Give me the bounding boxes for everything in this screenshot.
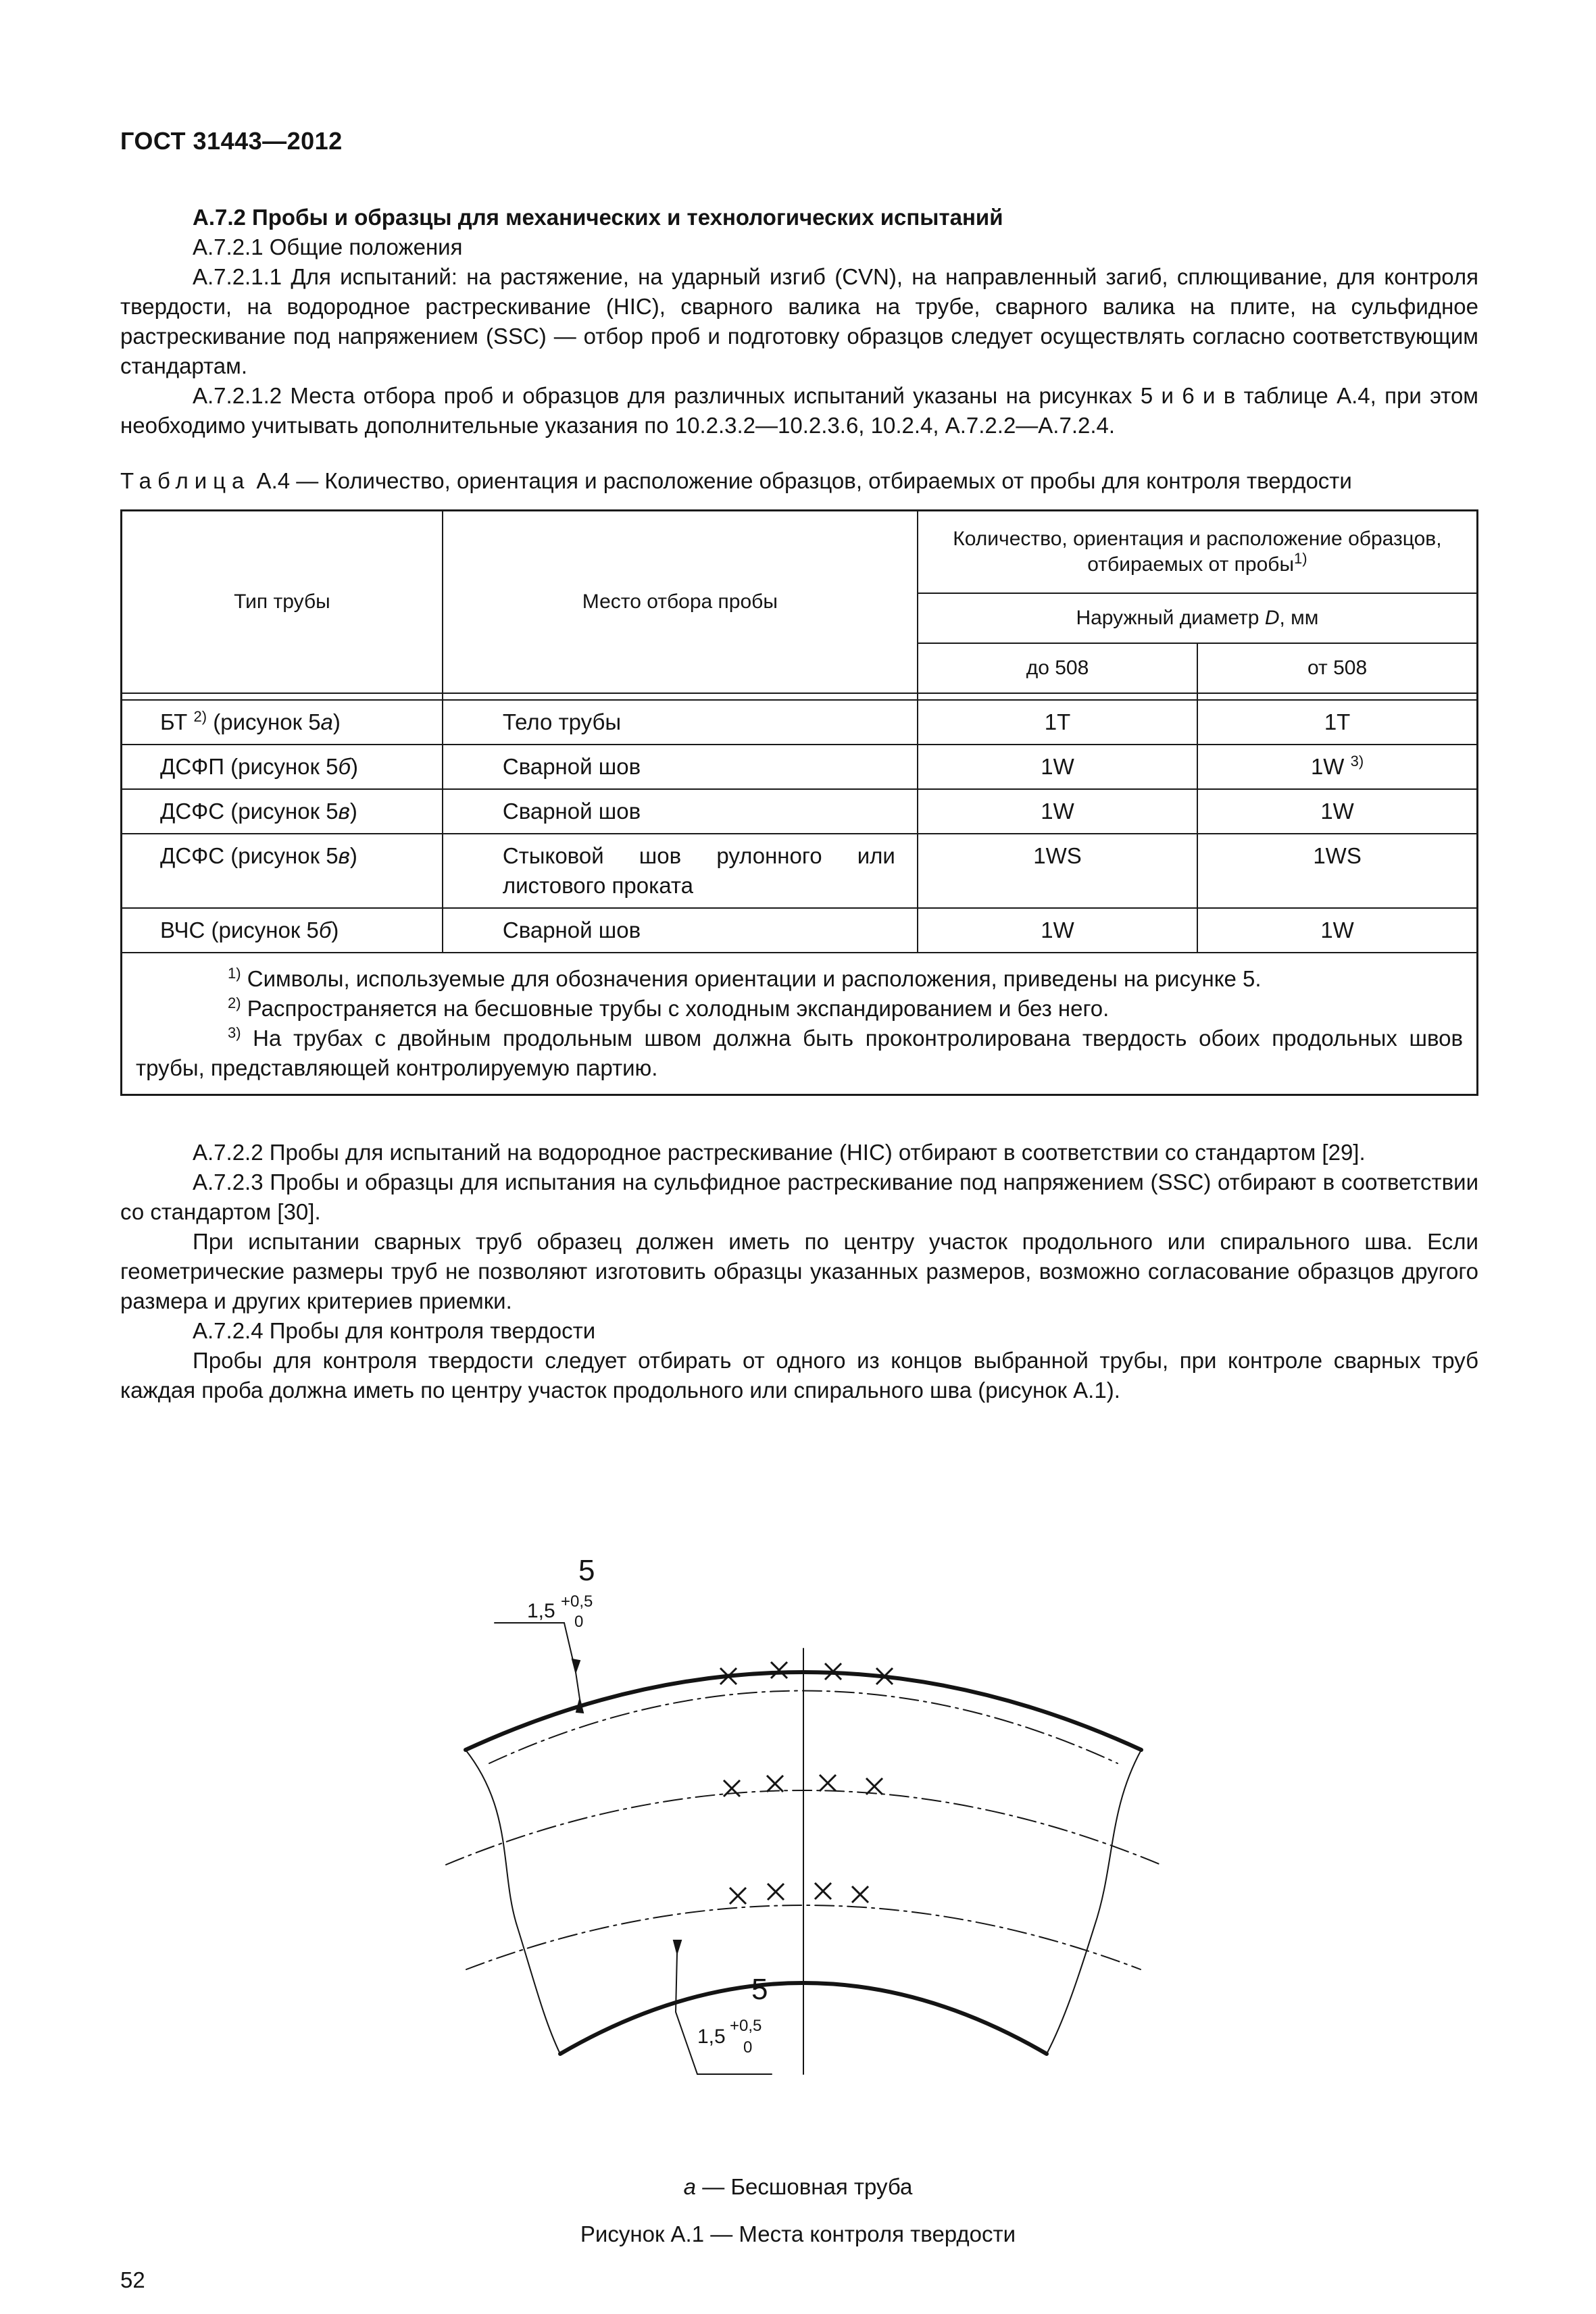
type-figure-ref: (рисунок 5	[224, 754, 339, 779]
hardness-marks	[720, 1662, 893, 1904]
footnote-text: На трубах с двойным продольным швом должна быть проконтролирована твердость обоих продольных швов трубы, представляющей контролируемую партию.	[136, 1026, 1463, 1080]
type-close: )	[349, 843, 357, 868]
header-sample-place: Место отбора пробы	[443, 511, 918, 694]
paragraph-a7-2-1-1: А.7.2.1.1 Для испытаний: на растяжение, на ударный изгиб (CVN), на направленный загиб, сплющивание, для контроля твердости, на водородное растрескивание (HIC), сварного валика на трубе, сварного валика на плите, на сульфидное растрескивание под напряжением (SSC) — отбор проб и подготовку образцов следует осуществлять согласно соответствующим стандартам.	[120, 264, 1478, 378]
table-footnotes	[122, 953, 1478, 1095]
seamless-pipe-diagram	[419, 1547, 1176, 2169]
table-caption-text: А.4 — Количество, ориентация и расположение образцов, отбираемых от пробы для контроля твердости	[250, 468, 1352, 493]
inner-dimension-leader	[676, 1953, 772, 2074]
right-break-line	[1047, 1750, 1141, 2054]
page-content	[120, 203, 1478, 1405]
type-figure-letter: в	[338, 843, 350, 868]
cell-place: Стыковой шов рулонного или листового проката	[443, 834, 918, 908]
mark-12	[852, 1886, 868, 1903]
cell-place: Тело трубы	[443, 700, 918, 745]
figure-sublabel	[0, 2174, 1596, 2200]
outer-tolerance-plus: +0,5	[561, 1592, 593, 1611]
paragraph-a7-2-2: А.7.2.2 Пробы для испытаний на водородное растрескивание (HIC) отбирают в соответствии со стандартом [29].	[193, 1140, 1366, 1165]
header-quantity	[918, 511, 1478, 594]
header-diameter-post: , мм	[1279, 607, 1319, 629]
inner-tolerance-value: 1,5	[697, 2026, 726, 2048]
cell-from-508-value: 1WS	[1313, 843, 1362, 868]
mark-6	[767, 1776, 783, 1792]
cell-up-to-508: 1W	[918, 908, 1197, 953]
footnote-text: Символы, используемые для обозначения ориентации и расположения, приведены на рисунке 5.	[241, 966, 1262, 991]
sublabel-text: — Бесшовная труба	[696, 2174, 913, 2199]
table-row	[122, 700, 1478, 745]
type-close: )	[332, 709, 341, 734]
cell-up-to-508: 1W	[918, 789, 1197, 834]
paragraph-a7-2-1-2: А.7.2.1.2 Места отбора проб и образцов для различных испытаний указаны на рисунках 5 и 6 и в таблице А.4, при этом необходимо учитывать дополнительные указания по 10.2.3.2—10.2.3.6, 10.2.4, А.7.2.2—А.7.2.4.	[120, 383, 1478, 438]
cell-from-508-value: 1W	[1320, 917, 1354, 942]
mark-11	[815, 1883, 831, 1899]
inner-tolerance-plus: +0,5	[730, 2017, 762, 2035]
cell-from-508	[1197, 834, 1477, 908]
outer-dimension-leader	[495, 1623, 576, 1672]
type-text: ДСФП	[160, 754, 224, 779]
footnote-text: Распространяется на бесшовные трубы с холодным экспандированием и без него.	[241, 996, 1109, 1021]
paragraph-hardness-samples: Пробы для контроля твердости следует отбирать от одного из концов выбранной трубы, при контроле сварных труб каждая проба должна иметь по центру участок продольного или спирального шва (рисунок А.1).	[120, 1348, 1478, 1403]
outer-dimension-label: 5	[578, 1554, 595, 1587]
cell-from-508-value: 1W	[1320, 799, 1354, 824]
figure-caption: Рисунок А.1 — Места контроля твердости	[580, 2221, 1016, 2246]
paragraph-welded-pipes: При испытании сварных труб образец должен иметь по центру участок продольного или спирального шва. Если геометрические размеры труб не позволяют изготовить образцы указанных размеров, возможно согласование образцов другого размера и других критериев приемки.	[120, 1229, 1478, 1313]
table-row	[122, 745, 1478, 789]
paragraph-a7-2-1: А.7.2.1 Общие положения	[193, 234, 463, 259]
cell-from-508	[1197, 745, 1477, 789]
footnote-1	[136, 964, 1463, 994]
mark-10	[768, 1884, 784, 1900]
cell-up-to-508: 1W	[918, 745, 1197, 789]
footnote-mark: 2)	[228, 995, 241, 1011]
type-text: ДСФС	[160, 799, 225, 824]
header-quantity-footnote: 1)	[1294, 550, 1307, 567]
table-caption	[120, 466, 1478, 496]
outer-tolerance-zero: 0	[574, 1613, 584, 1631]
type-close: )	[331, 917, 339, 942]
outer-arrow	[572, 1659, 580, 1672]
cell-footnote: 3)	[1350, 753, 1364, 770]
type-close: )	[351, 754, 359, 779]
cell-pipe-type	[122, 908, 443, 953]
inner-dimension-label: 5	[751, 1973, 768, 2006]
cell-from-508-value: 1T	[1324, 709, 1351, 734]
mark-7	[820, 1775, 836, 1791]
cell-place: Сварной шов	[443, 745, 918, 789]
outer-tolerance-value: 1,5	[527, 1600, 555, 1622]
type-figure-letter: в	[338, 799, 350, 824]
cell-place: Сварной шов	[443, 789, 918, 834]
header-from-508: от 508	[1197, 643, 1477, 693]
type-text: ВЧС	[160, 917, 205, 942]
left-break-line	[466, 1750, 560, 2054]
table-caption-word: Таблица	[120, 468, 251, 493]
header-diameter-var: D	[1264, 607, 1280, 629]
footnote-mark: 3)	[228, 1024, 241, 1041]
sublabel-letter: а	[683, 2174, 697, 2199]
document-header: ГОСТ 31443—2012	[120, 127, 343, 155]
hardness-table	[120, 509, 1478, 1096]
header-up-to-508: до 508	[918, 643, 1197, 693]
inner-arrow	[674, 1940, 681, 1953]
header-quantity-text: Количество, ориентация и расположение образцов, отбираемых от пробы	[953, 528, 1442, 576]
cell-from-508	[1197, 789, 1477, 834]
type-figure-ref: (рисунок 5	[224, 799, 339, 824]
cell-from-508	[1197, 908, 1477, 953]
mark-2	[771, 1662, 787, 1678]
paragraph-a7-2-4: А.7.2.4 Пробы для контроля твердости	[193, 1318, 596, 1343]
table-row	[122, 908, 1478, 953]
inner-tolerance-zero: 0	[743, 2038, 753, 2057]
cell-from-508	[1197, 700, 1477, 745]
table-row	[122, 834, 1478, 908]
type-figure-ref: (рисунок 5	[205, 917, 319, 942]
cell-up-to-508: 1WS	[918, 834, 1197, 908]
cell-pipe-type	[122, 745, 443, 789]
footnote-mark: 1)	[228, 965, 241, 982]
type-figure-letter: а	[320, 709, 333, 734]
type-text: БТ	[160, 709, 194, 734]
cell-place: Сварной шов	[443, 908, 918, 953]
figure-hardness-locations	[419, 1547, 1176, 2169]
mark-9	[730, 1888, 746, 1904]
section-title: А.7.2 Пробы и образцы для механических и технологических испытаний	[193, 205, 1003, 230]
cell-pipe-type	[122, 789, 443, 834]
type-figure-letter: б	[338, 754, 351, 779]
outer-dim-line	[576, 1672, 580, 1699]
type-footnote: 2)	[193, 708, 207, 725]
type-text: ДСФС	[160, 843, 225, 868]
page-number: 52	[120, 2267, 145, 2292]
after-table-text	[120, 1138, 1478, 1405]
cell-pipe-type	[122, 700, 443, 745]
header-diameter-pre: Наружный диаметр	[1076, 607, 1265, 629]
type-figure-letter: б	[318, 917, 332, 942]
type-figure-ref: (рисунок 5	[207, 709, 321, 734]
header-outer-diameter	[918, 593, 1478, 643]
type-close: )	[349, 799, 357, 824]
mark-8	[866, 1778, 882, 1794]
footnote-2	[136, 994, 1463, 1024]
cell-pipe-type	[122, 834, 443, 908]
type-figure-ref: (рисунок 5	[224, 843, 339, 868]
footnote-3	[136, 1024, 1463, 1083]
table-row	[122, 789, 1478, 834]
header-pipe-type: Тип трубы	[122, 511, 443, 694]
cell-up-to-508: 1T	[918, 700, 1197, 745]
paragraph-a7-2-3: А.7.2.3 Пробы и образцы для испытания на сульфидное растрескивание под напряжением (SSC) отбирают в соответствии со стандартом [30].	[120, 1169, 1478, 1224]
outer-arrow-2	[576, 1699, 583, 1713]
cell-from-508-value: 1W	[1310, 754, 1345, 779]
